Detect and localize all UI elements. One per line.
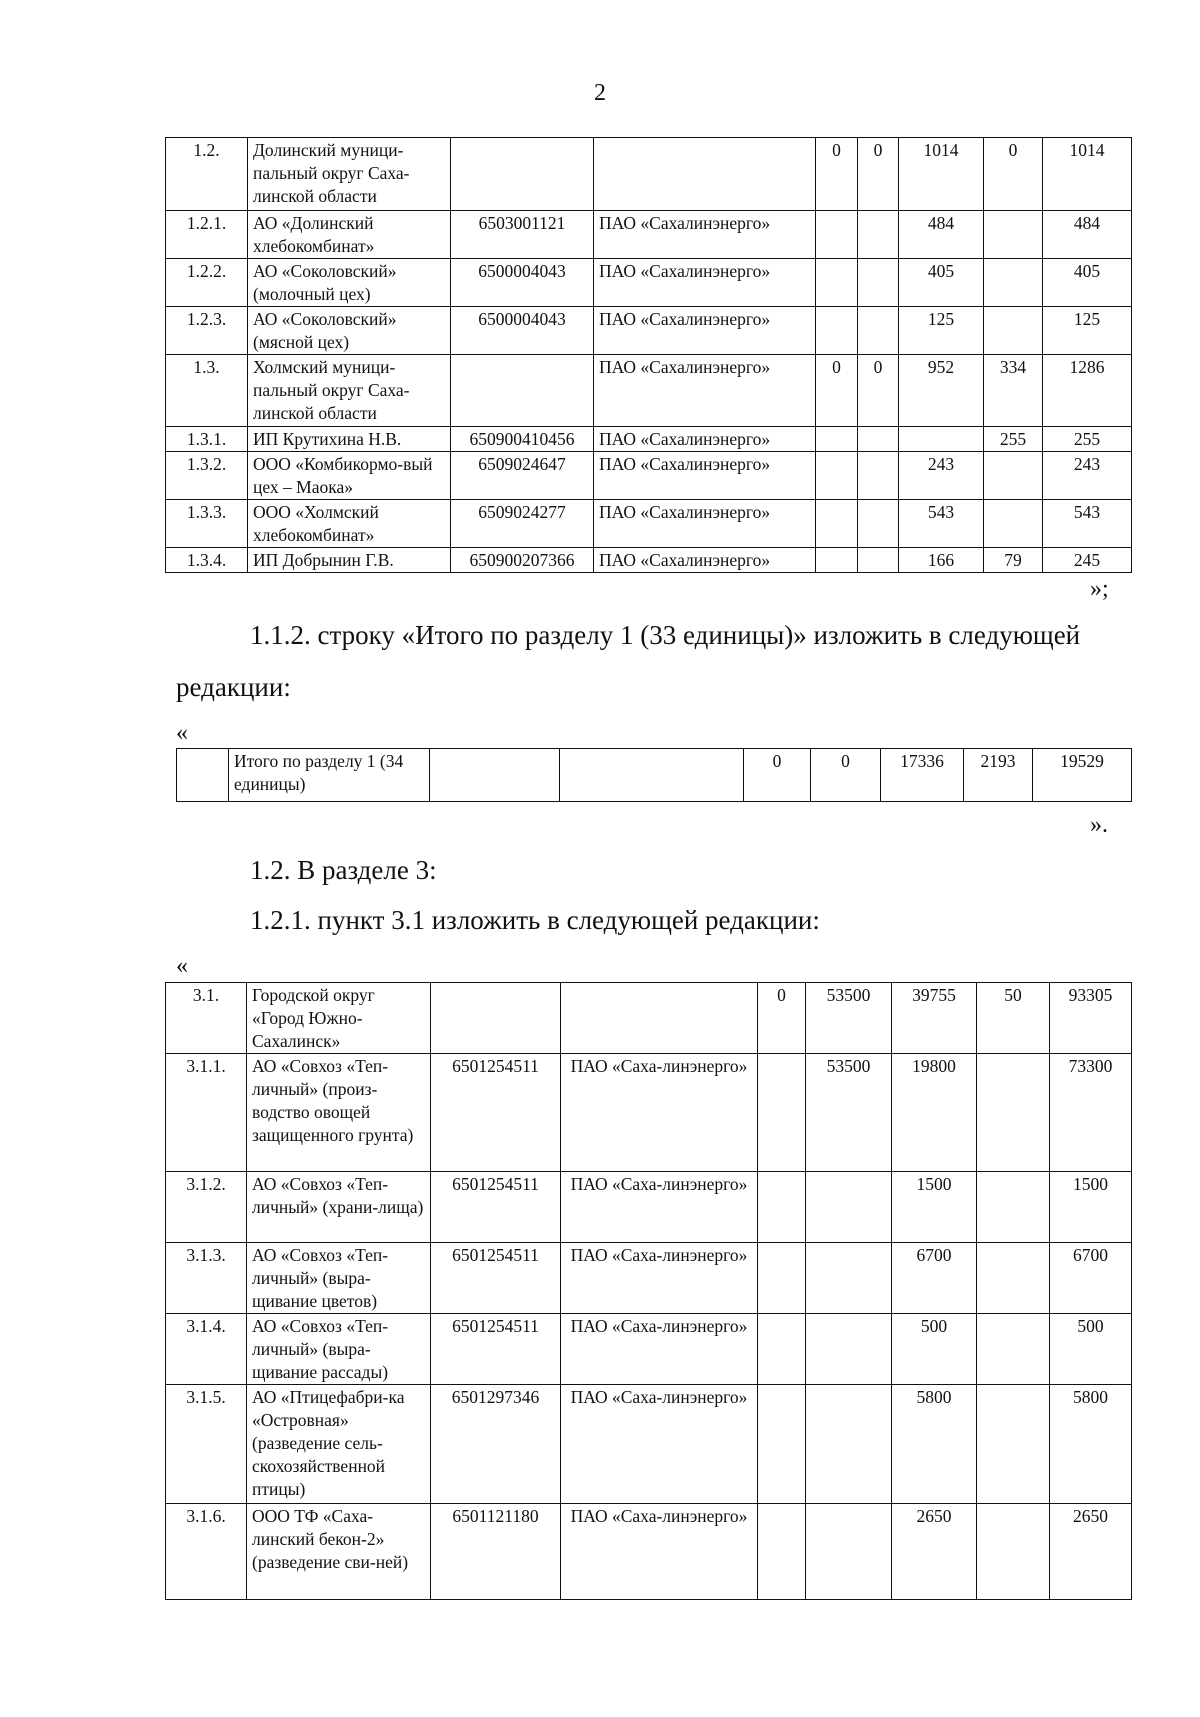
- row-supplier: ПАО «Сахалинэнерго»: [594, 452, 816, 500]
- row-name: АО «Совхоз «Теп-личный» (выра-щивание рассады): [247, 1314, 431, 1385]
- row-inn: 6501297346: [431, 1385, 561, 1504]
- total-row: [177, 749, 1132, 802]
- row-number: 1.2.: [166, 138, 248, 211]
- row-value-4: [984, 452, 1043, 500]
- table-row: [166, 548, 1132, 573]
- opening-quote: «: [176, 953, 188, 979]
- total-value-4: 2193: [964, 749, 1033, 802]
- row-value-2: [858, 427, 899, 452]
- row-value-3: [899, 427, 984, 452]
- opening-quote: «: [176, 720, 188, 746]
- row-number: 1.2.1.: [166, 211, 248, 259]
- closing-quote: ».: [1090, 812, 1108, 838]
- row-name: АО «Птицефабри-ка «Островная» (разведение сель-скохозяйственной птицы): [247, 1385, 431, 1504]
- row-supplier: ПАО «Саха-линэнерго»: [561, 1504, 758, 1600]
- row-value-1: [816, 307, 858, 355]
- section-1-total-table: [176, 748, 1132, 802]
- table-row: [166, 138, 1132, 211]
- row-value-1: [758, 1504, 806, 1600]
- row-number: 3.1.5.: [166, 1385, 247, 1504]
- row-supplier: ПАО «Саха-линэнерго»: [561, 1172, 758, 1243]
- row-value-3: 405: [899, 259, 984, 307]
- table-row: [166, 1054, 1132, 1172]
- row-value-3: 500: [892, 1314, 977, 1385]
- row-value-4: [984, 211, 1043, 259]
- row-value-1: [816, 211, 858, 259]
- table-row: [166, 983, 1132, 1054]
- row-value-3: 243: [899, 452, 984, 500]
- row-inn: 6501254511: [431, 1054, 561, 1172]
- table-row: [166, 1243, 1132, 1314]
- row-name: АО «Долинский хлебокомбинат»: [248, 211, 451, 259]
- row-number: 3.1.3.: [166, 1243, 247, 1314]
- table-row: [166, 1172, 1132, 1243]
- row-number: 1.3.: [166, 355, 248, 427]
- row-value-4: 255: [984, 427, 1043, 452]
- row-total: 1286: [1043, 355, 1132, 427]
- row-number: 1.3.2.: [166, 452, 248, 500]
- row-value-2: 53500: [806, 983, 892, 1054]
- row-value-4: [977, 1314, 1050, 1385]
- row-supplier: ПАО «Сахалинэнерго»: [594, 500, 816, 548]
- row-value-2: [858, 452, 899, 500]
- row-value-1: [758, 1314, 806, 1385]
- row-total: 73300: [1050, 1054, 1132, 1172]
- row-number: 1.3.4.: [166, 548, 248, 573]
- total-row-number: [177, 749, 229, 802]
- row-value-1: [758, 1385, 806, 1504]
- row-name: Городской округ «Город Южно-Сахалинск»: [247, 983, 431, 1054]
- row-name: Долинский муници-пальный округ Саха-линской области: [248, 138, 451, 211]
- row-value-4: 50: [977, 983, 1050, 1054]
- row-value-2: [806, 1504, 892, 1600]
- total-value-sum: 19529: [1033, 749, 1132, 802]
- row-name: ООО «Холмский хлебокомбинат»: [248, 500, 451, 548]
- row-number: 3.1.2.: [166, 1172, 247, 1243]
- row-value-4: 79: [984, 548, 1043, 573]
- row-total: 125: [1043, 307, 1132, 355]
- row-value-1: 0: [816, 355, 858, 427]
- row-number: 1.2.2.: [166, 259, 248, 307]
- row-supplier: ПАО «Саха-линэнерго»: [561, 1054, 758, 1172]
- row-value-3: 1500: [892, 1172, 977, 1243]
- row-value-1: 0: [816, 138, 858, 211]
- row-total: 1500: [1050, 1172, 1132, 1243]
- row-value-4: 334: [984, 355, 1043, 427]
- row-value-4: [984, 259, 1043, 307]
- row-number: 3.1.4.: [166, 1314, 247, 1385]
- row-supplier: ПАО «Сахалинэнерго»: [594, 427, 816, 452]
- page-number: 2: [594, 80, 606, 106]
- table-row: [166, 1314, 1132, 1385]
- row-total: 5800: [1050, 1385, 1132, 1504]
- row-value-1: [816, 427, 858, 452]
- row-value-3: 6700: [892, 1243, 977, 1314]
- row-value-1: [816, 548, 858, 573]
- row-value-4: [977, 1385, 1050, 1504]
- row-total: 93305: [1050, 983, 1132, 1054]
- row-name: АО «Совхоз «Теп-личный» (произ-водство овощей защищенного грунта): [247, 1054, 431, 1172]
- row-value-2: [806, 1314, 892, 1385]
- row-value-2: [858, 307, 899, 355]
- row-value-2: 0: [858, 355, 899, 427]
- row-value-4: [977, 1504, 1050, 1600]
- row-value-3: 5800: [892, 1385, 977, 1504]
- row-value-2: [806, 1385, 892, 1504]
- row-number: 3.1.: [166, 983, 247, 1054]
- paragraph-1-2-1: 1.2.1. пункт 3.1 изложить в следующей редакции:: [250, 905, 820, 935]
- paragraph-1-1-2: 1.1.2. строку «Итого по разделу 1 (33 единицы)» изложить в следующей: [250, 620, 1081, 650]
- row-value-1: [758, 1172, 806, 1243]
- row-total: 1014: [1043, 138, 1132, 211]
- total-value-1: 0: [744, 749, 811, 802]
- row-number: 3.1.6.: [166, 1504, 247, 1600]
- row-inn: 6500004043: [451, 259, 594, 307]
- row-value-2: [858, 500, 899, 548]
- row-name: АО «Соколовский» (молочный цех): [248, 259, 451, 307]
- row-value-4: [977, 1172, 1050, 1243]
- row-supplier: ПАО «Саха-линэнерго»: [561, 1243, 758, 1314]
- row-value-1: [816, 259, 858, 307]
- row-value-3: 166: [899, 548, 984, 573]
- row-total: 543: [1043, 500, 1132, 548]
- row-value-3: 952: [899, 355, 984, 427]
- row-name: ООО «Комбикормо-вый цех – Маока»: [248, 452, 451, 500]
- table-row: [166, 1504, 1132, 1600]
- table-row: [166, 307, 1132, 355]
- row-value-3: 1014: [899, 138, 984, 211]
- row-number: 1.3.1.: [166, 427, 248, 452]
- row-inn: 6501254511: [431, 1314, 561, 1385]
- section-1-table: [165, 137, 1132, 573]
- row-value-1: 0: [758, 983, 806, 1054]
- row-supplier: ПАО «Сахалинэнерго»: [594, 259, 816, 307]
- table-row: [166, 355, 1132, 427]
- row-supplier: ПАО «Саха-линэнерго»: [561, 1314, 758, 1385]
- row-inn: [451, 355, 594, 427]
- row-value-3: 543: [899, 500, 984, 548]
- row-total: 405: [1043, 259, 1132, 307]
- row-supplier: ПАО «Сахалинэнерго»: [594, 307, 816, 355]
- row-name: Холмский муници-пальный округ Саха-линской области: [248, 355, 451, 427]
- row-value-3: 39755: [892, 983, 977, 1054]
- row-supplier: [561, 983, 758, 1054]
- row-value-1: [816, 452, 858, 500]
- row-supplier: ПАО «Саха-линэнерго»: [561, 1385, 758, 1504]
- row-total: 484: [1043, 211, 1132, 259]
- row-value-4: 0: [984, 138, 1043, 211]
- row-name: АО «Совхоз «Теп-личный» (выра-щивание цветов): [247, 1243, 431, 1314]
- total-row-supplier: [560, 749, 744, 802]
- row-value-1: [758, 1054, 806, 1172]
- row-inn: 6501254511: [431, 1243, 561, 1314]
- row-total: 500: [1050, 1314, 1132, 1385]
- row-inn: 6509024647: [451, 452, 594, 500]
- table-row: [166, 259, 1132, 307]
- section-3-table: [165, 982, 1132, 1600]
- row-supplier: ПАО «Сахалинэнерго»: [594, 211, 816, 259]
- row-inn: 6509024277: [451, 500, 594, 548]
- row-name: ИП Добрынин Г.В.: [248, 548, 451, 573]
- row-inn: [431, 983, 561, 1054]
- row-value-2: [858, 211, 899, 259]
- row-number: 3.1.1.: [166, 1054, 247, 1172]
- row-value-1: [758, 1243, 806, 1314]
- row-total: 243: [1043, 452, 1132, 500]
- table-row: [166, 211, 1132, 259]
- row-total: 6700: [1050, 1243, 1132, 1314]
- closing-quote: »;: [1090, 576, 1109, 602]
- table-row: [166, 500, 1132, 548]
- row-value-3: 2650: [892, 1504, 977, 1600]
- row-value-3: 19800: [892, 1054, 977, 1172]
- row-value-2: 53500: [806, 1054, 892, 1172]
- total-row-name: Итого по разделу 1 (34 единицы): [229, 749, 430, 802]
- paragraph-1-1-2-continued: редакции:: [176, 672, 291, 702]
- row-name: ООО ТФ «Саха-линский бекон-2» (разведение сви-ней): [247, 1504, 431, 1600]
- row-name: ИП Крутихина Н.В.: [248, 427, 451, 452]
- row-value-4: [977, 1243, 1050, 1314]
- total-value-3: 17336: [881, 749, 964, 802]
- table-row: [166, 452, 1132, 500]
- row-supplier: ПАО «Сахалинэнерго»: [594, 355, 816, 427]
- row-value-4: [984, 500, 1043, 548]
- row-total: 2650: [1050, 1504, 1132, 1600]
- row-value-4: [977, 1054, 1050, 1172]
- row-supplier: ПАО «Сахалинэнерго»: [594, 548, 816, 573]
- row-supplier: [594, 138, 816, 211]
- row-value-2: 0: [858, 138, 899, 211]
- row-inn: 6501254511: [431, 1172, 561, 1243]
- row-name: АО «Соколовский» (мясной цех): [248, 307, 451, 355]
- row-value-4: [984, 307, 1043, 355]
- row-name: АО «Совхоз «Теп-личный» (храни-лища): [247, 1172, 431, 1243]
- row-value-3: 484: [899, 211, 984, 259]
- row-number: 1.3.3.: [166, 500, 248, 548]
- row-inn: 6501121180: [431, 1504, 561, 1600]
- row-total: 255: [1043, 427, 1132, 452]
- row-inn: 650900410456: [451, 427, 594, 452]
- row-inn: 650900207366: [451, 548, 594, 573]
- row-value-2: [858, 548, 899, 573]
- total-value-2: 0: [811, 749, 881, 802]
- row-inn: [451, 138, 594, 211]
- row-value-3: 125: [899, 307, 984, 355]
- row-value-1: [816, 500, 858, 548]
- row-total: 245: [1043, 548, 1132, 573]
- row-value-2: [806, 1243, 892, 1314]
- row-number: 1.2.3.: [166, 307, 248, 355]
- table-row: [166, 427, 1132, 452]
- row-value-2: [858, 259, 899, 307]
- row-inn: 6503001121: [451, 211, 594, 259]
- row-value-2: [806, 1172, 892, 1243]
- paragraph-1-2: 1.2. В разделе 3:: [250, 855, 437, 885]
- total-row-inn: [430, 749, 560, 802]
- table-row: [166, 1385, 1132, 1504]
- row-inn: 6500004043: [451, 307, 594, 355]
